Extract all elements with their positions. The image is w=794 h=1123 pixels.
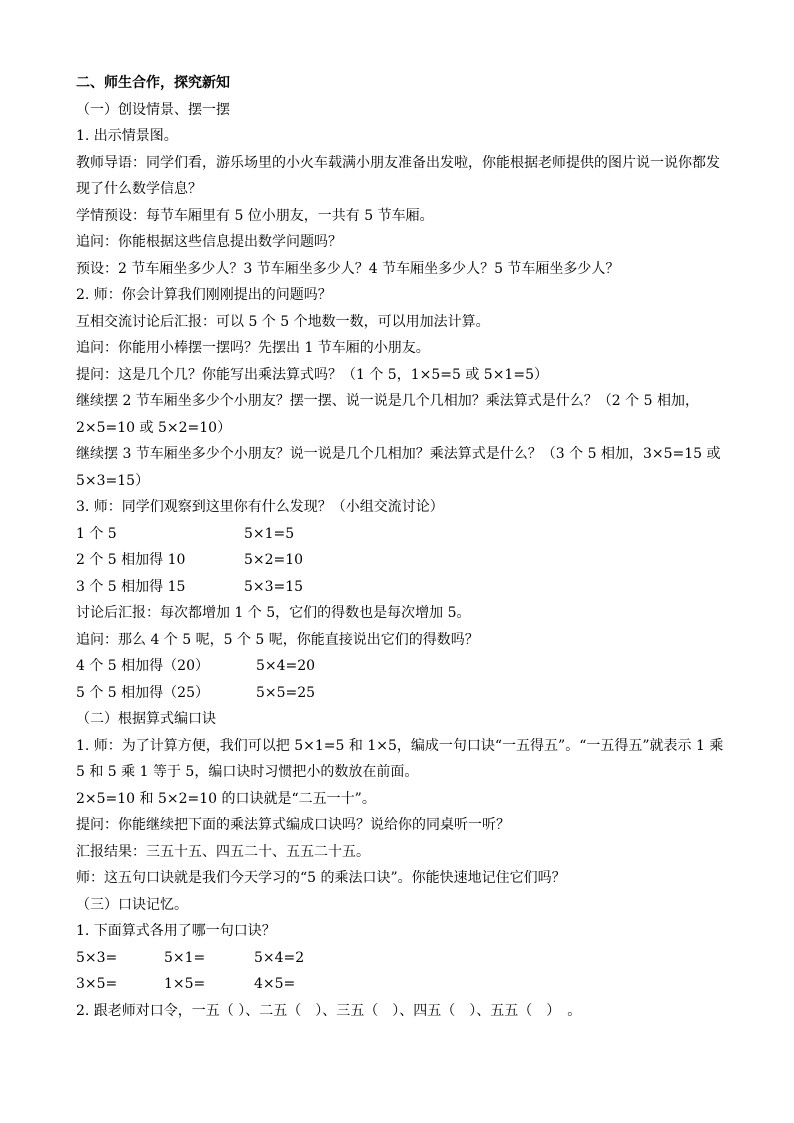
table-cell: 5×5=25: [256, 684, 316, 701]
table-row: [76, 547, 724, 574]
paragraph: 师：这五句口诀就是我们今天学习的“5 的乘法口诀”。你能快速地记住它们吗？: [76, 870, 566, 886]
exercise-row: [76, 945, 724, 972]
paragraph: 追问：你能用小棒摆一摆吗？先摆出 1 节车厢的小朋友。: [76, 340, 430, 356]
subsection-title-1: （一）创设情景、摆一摆: [76, 101, 230, 118]
table-row: [76, 653, 724, 680]
paragraph: 1. 下面算式各用了哪一句口诀？: [76, 923, 276, 939]
paragraph: 2. 师：你会计算我们刚刚提出的问题吗？: [76, 287, 332, 303]
document-page: [76, 70, 724, 1024]
exercise-item: 4×5=: [254, 976, 296, 992]
paragraph: 汇报结果：三五十五、四五二十、五五二十五。: [76, 843, 370, 860]
subsection-title-2: （二）根据算式编口诀: [76, 711, 216, 727]
paragraph: 3. 师：同学们观察到这里你有什么发现？（小组交流讨论）: [76, 499, 444, 515]
table-cell: 2 个 5 相加得 10: [76, 552, 186, 568]
table-cell: 5×1=5: [244, 525, 295, 542]
exercise-item: 1×5=: [164, 976, 206, 992]
paragraph: 2. 跟老师对口令，一五（ ）、二五（ ）、三五（ ）、四五（ ）、五五（ ） 。: [76, 1002, 582, 1019]
exercise-item: 3×5=: [76, 976, 118, 992]
paragraph: 预设：2 节车厢坐多少人？3 节车厢坐多少人？4 节车厢坐多少人？5 节车厢坐多少人？: [76, 260, 620, 277]
paragraph: 1. 师：为了计算方便，我们可以把 5×1=5 和 1×5，编成一句口诀“一五得五”。“一五得五”就表示 1 乘 5 和 5 乘 1 等于 5，编口诀时习惯把小的数放在前面。: [76, 737, 724, 780]
table-cell: 5×3=15: [244, 578, 304, 595]
paragraph: 教师导语：同学们看，游乐场里的小火车载满小朋友准备出发啦，你能根据老师提供的图片说一说你都发现了什么数学信息？: [76, 154, 720, 197]
paragraph: 继续摆 3 节车厢坐多少个小朋友？说一说是几个几相加？乘法算式是什么？（3 个 5 相加，3×5=15 或 5×3=15）: [76, 446, 721, 489]
paragraph: 追问：那么 4 个 5 呢，5 个 5 呢，你能直接说出它们的得数吗？: [76, 631, 479, 648]
paragraph: 提问：这是几个几？你能写出乘法算式吗？（1 个 5，1×5=5 或 5×1=5）: [76, 366, 548, 383]
table-row: [76, 680, 724, 707]
table-row: [76, 521, 724, 548]
table-cell: 5×2=10: [244, 552, 304, 568]
exercise-row: [76, 971, 724, 998]
subsection-title-3: （三）口诀记忆。: [76, 896, 188, 913]
paragraph: 追问：你能根据这些信息提出数学问题吗？: [76, 234, 342, 250]
paragraph: 2×5=10 和 5×2=10 的口诀就是“二五一十”。: [76, 790, 376, 807]
table-cell: 4 个 5 相加得（20）: [76, 658, 209, 674]
paragraph: 1. 出示情景图。: [76, 128, 178, 144]
table-cell: 5×4=20: [256, 658, 316, 674]
paragraph: 提问：你能继续把下面的乘法算式编成口诀吗？说给你的同桌听一听？: [76, 817, 510, 833]
exercise-item: 5×3=: [76, 949, 118, 966]
exercise-item: 5×4=2: [254, 949, 305, 966]
paragraph: 继续摆 2 节车厢坐多少个小朋友？摆一摆、说一说是几个几相加？乘法算式是什么？（2 个 5 相加，2×5=10 或 5×2=10）: [76, 393, 699, 436]
exercise-item: 5×1=: [164, 949, 206, 966]
table-cell: 3 个 5 相加得 15: [76, 578, 186, 595]
section-heading: 二、师生合作，探究新知: [76, 75, 230, 91]
paragraph: 互相交流讨论后汇报：可以 5 个 5 个地数一数，可以用加法计算。: [76, 313, 490, 330]
table-cell: 1 个 5: [76, 525, 117, 542]
table-row: [76, 574, 724, 601]
paragraph: 讨论后汇报：每次都增加 1 个 5，它们的得数也是每次增加 5。: [76, 605, 471, 621]
paragraph: 学情预设：每节车厢里有 5 位小朋友，一共有 5 节车厢。: [76, 207, 434, 224]
table-cell: 5 个 5 相加得（25）: [76, 684, 209, 701]
